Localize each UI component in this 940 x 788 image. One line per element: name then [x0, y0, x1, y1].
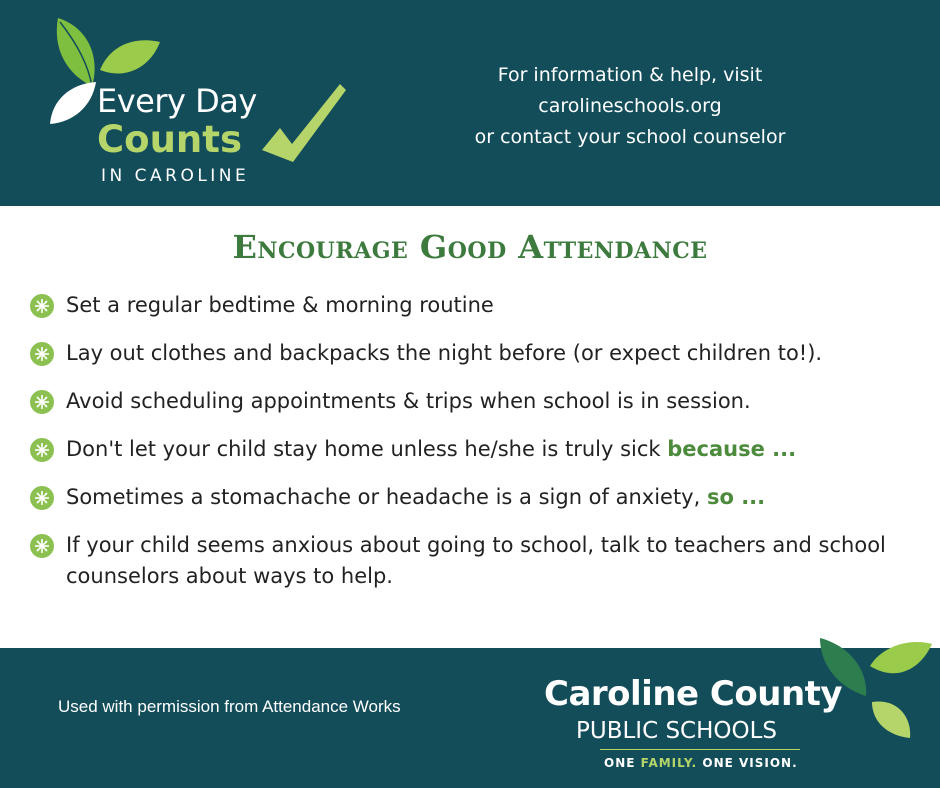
list-item-emphasis: because ...: [667, 437, 797, 461]
ccps-divider: [600, 749, 800, 750]
list-item-text: Avoid scheduling appointments & trips when school is in session.: [66, 389, 751, 413]
tips-list: [30, 290, 920, 609]
flower-bullet-icon: [30, 342, 54, 366]
flower-bullet-icon: [30, 534, 54, 558]
list-item: [30, 530, 920, 592]
flower-bullet-icon: [30, 438, 54, 462]
list-item-text: Lay out clothes and backpacks the night before (or expect children to!).: [66, 341, 823, 365]
logo-line-every-day: Every Day: [97, 82, 257, 120]
logo-line-in-caroline: IN CAROLINE: [101, 166, 250, 186]
list-item-emphasis: so ...: [706, 485, 766, 509]
flower-bullet-icon: [30, 390, 54, 414]
list-item-text: Set a regular bedtime & morning routine: [66, 293, 494, 317]
list-item: [30, 338, 920, 369]
list-item-text: Sometimes a stomachache or headache is a sign of anxiety,: [66, 485, 707, 509]
tagline-family: FAMILY.: [640, 756, 698, 770]
tagline-one: ONE: [604, 756, 641, 770]
ccps-logo: [520, 636, 940, 788]
list-item-text: Don't let your child stay home unless he/she is truly sick: [66, 437, 668, 461]
info-line-1: For information & help, visit: [497, 64, 763, 86]
tagline-vision: VISION.: [738, 756, 798, 770]
page-title: Encourage Good Attendance: [232, 228, 708, 266]
ccps-tagline: [604, 756, 798, 770]
header-banner: [0, 0, 940, 206]
ccps-name: Caroline County: [544, 674, 843, 714]
ccps-subtitle: PUBLIC SCHOOLS: [576, 718, 778, 744]
info-line-website: carolineschools.org: [538, 95, 722, 117]
list-item: [30, 434, 920, 465]
logo-line-counts: Counts: [97, 118, 242, 161]
list-item: [30, 482, 920, 513]
list-item-text: If your child seems anxious about going to school, talk to teachers and school counselors about ways to help.: [66, 533, 886, 588]
list-item: [30, 290, 920, 321]
list-item: [30, 386, 920, 417]
every-day-counts-logo: [0, 0, 360, 206]
tagline-one-2: ONE: [697, 756, 739, 770]
permission-note: Used with permission from Attendance Works: [58, 697, 401, 716]
flower-bullet-icon: [30, 294, 54, 318]
info-block: [420, 60, 840, 153]
flower-bullet-icon: [30, 486, 54, 510]
info-line-3: or contact your school counselor: [474, 126, 786, 148]
